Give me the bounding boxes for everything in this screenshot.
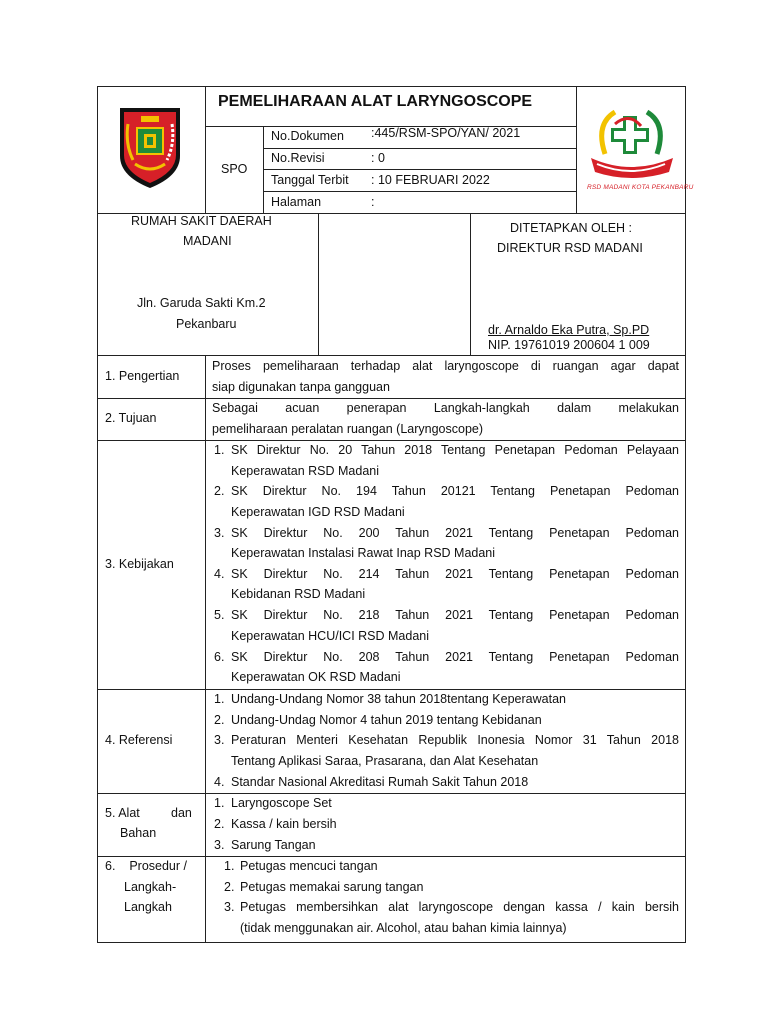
- section-label-kebijakan: 3. Kebijakan: [105, 557, 174, 571]
- list-item: SK Direktur No. 200 Tahun 2021 Tentang Penetapan Pedoman: [231, 526, 679, 540]
- list-item-number: 1.: [214, 796, 225, 810]
- meta-value-tanggal-terbit: : 10 FEBRUARI 2022: [371, 173, 490, 187]
- list-item: Sarung Tangan: [231, 838, 316, 852]
- list-item: Undang-Undag Nomor 4 tahun 2019 tentang Kebidanan: [231, 713, 542, 727]
- list-item: SK Direktur No. 208 Tahun 2021 Tentang Penetapan Pedoman: [231, 650, 679, 664]
- list-item-number: 1.: [224, 859, 235, 873]
- list-item-continuation: (tidak menggunakan air. Alcohol, atau bahan kimia lainnya): [240, 921, 567, 935]
- list-item-number: 6.: [214, 650, 225, 664]
- list-item: Petugas membersihkan alat laryngoscope dengan kassa / kain bersih: [240, 900, 679, 914]
- meta-value-no-dokumen: :445/RSM-SPO/YAN/ 2021: [371, 126, 521, 140]
- signer-name: dr. Arnaldo Eka Putra, Sp.PD: [488, 323, 650, 337]
- section-label-pengertian: 1. Pengertian: [105, 369, 180, 383]
- list-item: SK Direktur No. 194 Tahun 20121 Tentang Penetapan Pedoman: [231, 484, 679, 498]
- list-item: Standar Nasional Akreditasi Rumah Sakit Tahun 2018: [231, 775, 529, 789]
- section-label-prosedur: 6. Prosedur /: [105, 859, 187, 873]
- list-item-continuation: Keperawatan HCU/ICI RSD Madani: [231, 629, 429, 643]
- meta-value-no-revisi: : 0: [371, 151, 385, 165]
- list-item: Petugas mencuci tangan: [240, 859, 378, 873]
- list-item-continuation: Keperawatan OK RSD Madani: [231, 670, 401, 684]
- list-item-number: 3.: [214, 526, 225, 540]
- list-item-continuation: Keperawatan IGD RSD Madani: [231, 505, 405, 519]
- approved-by-line2: DIREKTUR RSD MADANI: [497, 241, 643, 255]
- signer-nip: NIP. 19761019 200604 1 009: [488, 338, 650, 352]
- list-item-number: 1.: [214, 692, 225, 706]
- institution-address-line1: Jln. Garuda Sakti Km.2: [137, 296, 266, 310]
- list-item-number: 3.: [214, 733, 225, 747]
- pengertian-line1: Proses pemeliharaan terhadap alat laryngoscope di ruangan agar dapat: [212, 359, 679, 373]
- hospital-logo-caption: RSD MADANI KOTA PEKANBARU: [587, 184, 694, 191]
- list-item: SK Direktur No. 218 Tahun 2021 Tentang Penetapan Pedoman: [231, 608, 679, 622]
- meta-value-halaman: :: [371, 195, 375, 209]
- list-item: Petugas memakai sarung tangan: [240, 880, 424, 894]
- list-item-number: 2.: [214, 484, 225, 498]
- pengertian-line2: siap digunakan tanpa gangguan: [212, 380, 390, 394]
- section-label-prosedur-line3: Langkah: [124, 900, 172, 914]
- hospital-logo: [585, 104, 694, 196]
- list-item-continuation: Keperawatan RSD Madani: [231, 464, 379, 478]
- list-item: Peraturan Menteri Kesehatan Republik Inonesia Nomor 31 Tahun 2018: [231, 733, 679, 747]
- list-item-continuation: Keperawatan Instalasi Rawat Inap RSD Madani: [231, 546, 496, 560]
- list-item-number: 5.: [214, 608, 225, 622]
- meta-label-halaman: Halaman: [271, 195, 322, 209]
- list-item-number: 2.: [224, 880, 235, 894]
- list-item: Undang-Undang Nomor 38 tahun 2018tentang Keperawatan: [231, 692, 566, 706]
- list-item-number: 2.: [214, 713, 225, 727]
- list-item-number: 4.: [214, 567, 225, 581]
- city-emblem-logo: [115, 104, 185, 190]
- document-title: PEMELIHARAAN ALAT LARYNGOSCOPE: [218, 93, 533, 110]
- list-item-continuation: Tentang Aplikasi Saraa, Prasarana, dan Alat Kesehatan: [231, 754, 539, 768]
- institution-address-line2: Pekanbaru: [176, 317, 237, 331]
- meta-label-no-dokumen: No.Dokumen: [271, 129, 344, 143]
- tujuan-line1: Sebagai acuan penerapan Langkah-langkah dalam melakukan: [212, 401, 679, 415]
- list-item: Laryngoscope Set: [231, 796, 332, 810]
- list-item-number: 4.: [214, 775, 225, 789]
- section-label-prosedur-line2: Langkah-: [124, 880, 177, 894]
- institution-name-line2: MADANI: [183, 234, 232, 248]
- section-label-alat: 5. Alat dan: [105, 806, 192, 820]
- list-item: SK Direktur No. 214 Tahun 2021 Tentang Penetapan Pedoman: [231, 567, 679, 581]
- institution-name-line1: RUMAH SAKIT DAERAH: [131, 214, 272, 228]
- list-item-number: 1.: [214, 443, 225, 457]
- list-item-number: 2.: [214, 817, 225, 831]
- list-item: SK Direktur No. 20 Tahun 2018 Tentang Penetapan Pedoman Pelayaan: [231, 443, 679, 457]
- section-label-alat-line2: Bahan: [120, 826, 157, 840]
- tujuan-line2: pemeliharaan peralatan ruangan (Laryngoscope): [212, 422, 484, 436]
- meta-label-no-revisi: No.Revisi: [271, 151, 325, 165]
- list-item-number: 3.: [224, 900, 235, 914]
- spo-label: SPO: [221, 162, 248, 176]
- list-item-continuation: Kebidanan RSD Madani: [231, 587, 366, 601]
- approved-by-line1: DITETAPKAN OLEH :: [510, 221, 633, 235]
- list-item-number: 3.: [214, 838, 225, 852]
- section-label-tujuan: 2. Tujuan: [105, 411, 157, 425]
- section-label-referensi: 4. Referensi: [105, 733, 173, 747]
- list-item: Kassa / kain bersih: [231, 817, 337, 831]
- meta-label-tanggal-terbit: Tanggal Terbit: [271, 173, 349, 187]
